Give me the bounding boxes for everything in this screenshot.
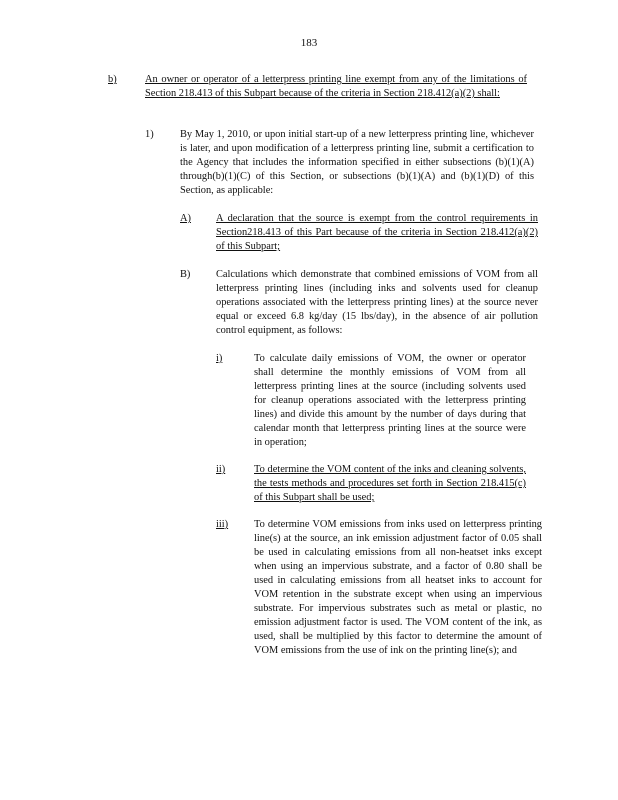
subsection-b-text (145, 73, 527, 101)
subparagraph-a-label: A) (180, 213, 191, 224)
item-iii-paragraph: To determine VOM emissions from inks used on letterpress printing line(s) at the source, an ink emission adjustment factor of 0.05 shall be used in calculating emissions from all non-heatset inks except when using an impervious substrate, and a factor of 0.80 shall be used in calculating emissions from all heatset inks to account for VOM retention in the substrate except when using an impervious substrate. For impervious substrates such as metal or plastic, no emission adjustment factor is used. The VOM content of the ink, as used, shall be multiplied by this factor to determine the amount of VOM emissions from the use of ink on the printing line(s); and (254, 519, 542, 656)
paragraph-1-text (180, 128, 534, 198)
item-ii-paragraph: To determine the VOM content of the inks and cleaning solvents, the tests methods and procedures set forth in Section 218.415(c) of this Subpart shall be used; (254, 464, 526, 503)
subsection-b-label: b) (108, 74, 117, 85)
subparagraph-a-paragraph: A declaration that the source is exempt from the control requirements in Section218.413 of this Part because of the criteria in Section 218.412(a)(2) of this Subpart; (216, 213, 538, 252)
paragraph-1-label: 1) (145, 129, 154, 140)
subsection-b-paragraph: An owner or operator of a letterpress printing line exempt from any of the limitations of Section 218.413 of this Subpart because of the criteria in Section 218.412(a)(2) shall: (145, 74, 527, 99)
item-iii-label: iii) (216, 519, 229, 530)
item-i-label: i) (216, 353, 223, 364)
subparagraph-a-text (216, 212, 538, 254)
paragraph-1-paragraph: By May 1, 2010, or upon initial start-up of a new letterpress printing line, whichever is later, and upon modification of a letterpress printing line, submit a certification to the Agency that includes the information specified in either subsections (b)(1)(A) through(b)(1)(C) of this Section, or subsections (b)(1)(A) and (b)(1)(D) of this Section, as applicable: (180, 129, 534, 196)
item-ii-text (254, 463, 526, 505)
item-i-paragraph: To calculate daily emissions of VOM, the owner or operator shall determine the monthly emissions of VOM from all letterpress printing lines at the source (including solvents used for cleanup operations associated with the letterpress printing lines) and divide this amount by the number of days during that calendar month that letterpress printing lines at the source were in operation; (254, 353, 526, 448)
item-iii-text (254, 518, 542, 658)
item-i-text (254, 352, 526, 450)
page-number: 183 (300, 37, 318, 49)
subparagraph-b-text (216, 268, 538, 338)
item-ii-label: ii) (216, 464, 226, 475)
subparagraph-b-paragraph: Calculations which demonstrate that combined emissions of VOM from all letterpress printing lines (including inks and solvents used for cleanup operations associated with the letterpress printing lines) at the source never equal or exceed 6.8 kg/day (15 lbs/day), in the absence of air pollution control equipment, as follows: (216, 269, 538, 336)
subparagraph-b-label: B) (180, 269, 191, 280)
